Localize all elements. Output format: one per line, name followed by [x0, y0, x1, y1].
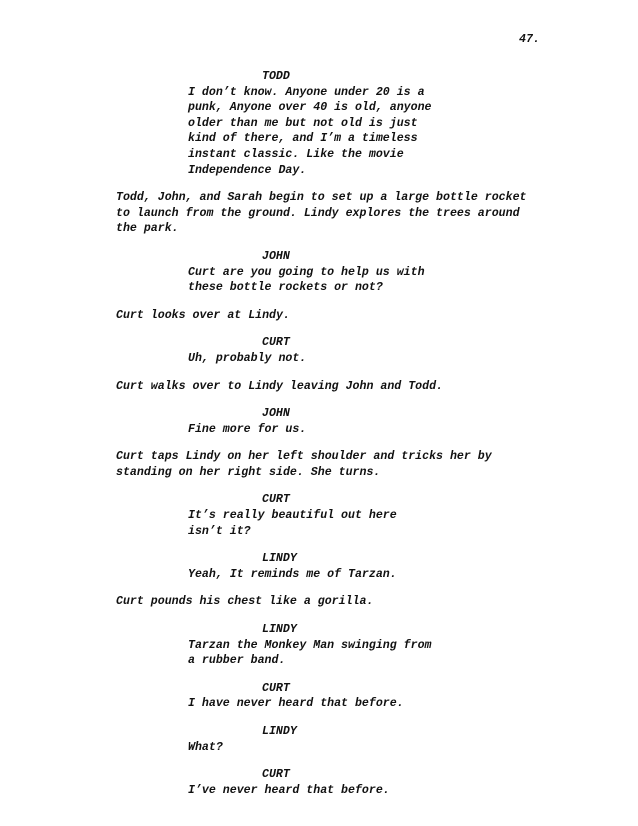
dialogue: Tarzan the Monkey Man swinging from a rubber band.: [188, 638, 432, 668]
action-line: Curt looks over at Lindy.: [116, 308, 290, 322]
action-line: Curt taps Lindy on her left shoulder and tricks her by standing on her right side. She turns.: [116, 450, 492, 479]
character-name: CURT: [262, 681, 290, 695]
action-line: Curt pounds his chest like a gorilla.: [116, 595, 374, 609]
character-name: JOHN: [262, 407, 290, 421]
character-name: JOHN: [262, 249, 290, 263]
character-name: TODD: [262, 70, 290, 83]
character-name: CURT: [262, 336, 290, 350]
dialogue: Fine more for us.: [188, 422, 307, 436]
action-line: Curt walks over to Lindy leaving John and Todd.: [116, 379, 443, 393]
character-name: CURT: [262, 493, 290, 507]
dialogue: Curt are you going to help us with these bottle rockets or not?: [188, 265, 425, 295]
script-body: [116, 69, 576, 798]
character-name: LINDY: [262, 623, 297, 637]
action-line: Todd, John, and Sarah begin to set up a large bottle rocket to launch from the ground. Lindy explores the trees around the park.: [116, 191, 527, 236]
dialogue: I don’t know. Anyone under 20 is a punk, Anyone over 40 is old, anyone older than me but not old is just kind of there, and I’m a timeless instant classic. Like the movie Independence Day.: [188, 85, 432, 177]
dialogue: Yeah, It reminds me of Tarzan.: [188, 567, 397, 581]
character-name: CURT: [262, 768, 290, 782]
dialogue: I’ve never heard that before.: [188, 783, 390, 797]
character-name: LINDY: [262, 725, 297, 738]
dialogue: It’s really beautiful out here isn’t it?: [188, 509, 397, 538]
dialogue: Uh, probably not.: [188, 351, 307, 365]
dialogue: What?: [188, 740, 223, 754]
character-name: LINDY: [262, 552, 297, 566]
page-number: 47.: [519, 33, 540, 46]
dialogue: I have never heard that before.: [188, 697, 404, 711]
